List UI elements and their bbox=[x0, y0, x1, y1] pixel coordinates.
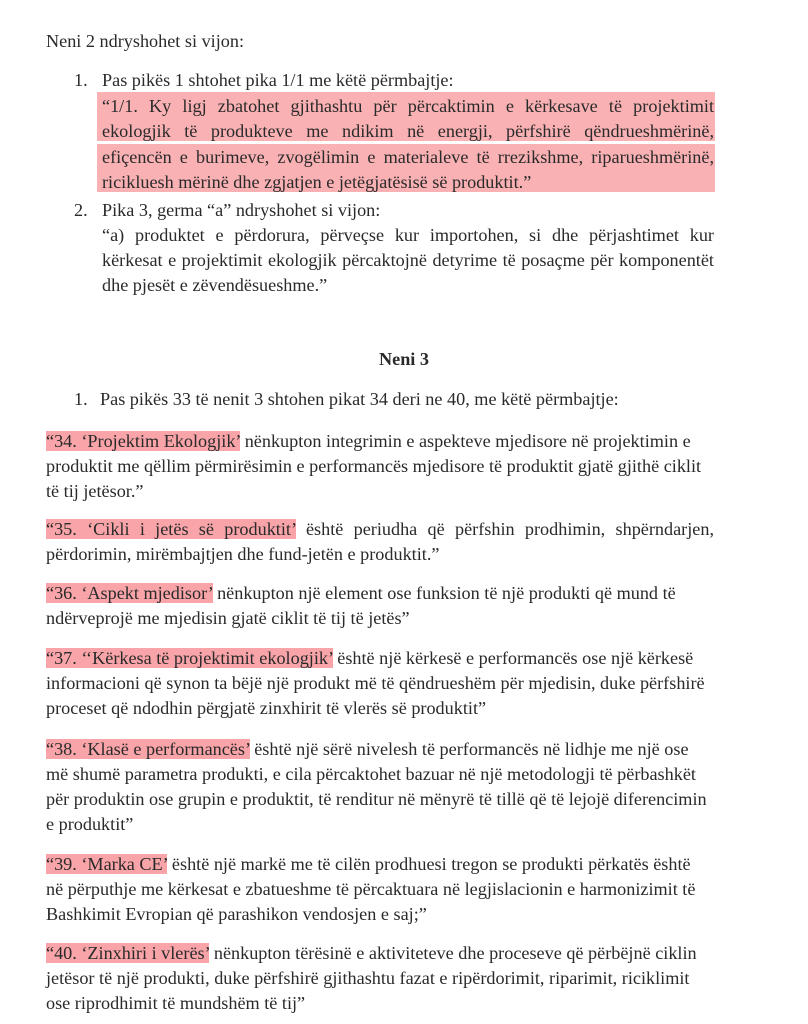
definition-text: informacioni që synon ta bëjë një produkt më të qëndrueshëm për mjedisin, duke përfshirë bbox=[46, 673, 705, 693]
definition-text: në përputhje me kërkesat e zbatueshme të përcaktuara në legjislacionin e harmonizimit të bbox=[46, 879, 696, 899]
definition-text: është periudha që përfshin prodhimin, shpërndarjen, bbox=[295, 519, 714, 539]
definition-text: është një sërë nivelesh të performancës në lidhje me një ose bbox=[249, 739, 689, 759]
definition-text: produktit me qëllim përmirësimin e performancës mjedisore të produktit gjatë gjithë ciklit bbox=[46, 456, 702, 476]
definition-term: “38. ‘Klasë e performancës’ bbox=[46, 739, 250, 759]
definition-39 bbox=[46, 851, 691, 877]
definition-text: është një kërkesë e performancës ose një kërkesë bbox=[332, 648, 694, 668]
quote-line: “1/1. Ky ligj zbatohet gjithashtu për përcaktimin e kërkesave të projektimit bbox=[102, 96, 714, 116]
list-number: 2. bbox=[74, 200, 88, 220]
definition-text: nënkupton integrimin e aspekteve mjedisore në projektimin e bbox=[240, 431, 691, 451]
definition-text: për produktin ose grupin e produktit, të renditur në mënyrë të tillë që të lejojë diferencimin bbox=[46, 789, 707, 809]
definition-text: nënkupton një element ose funksion të një produkti që mund të bbox=[212, 583, 676, 603]
definition-34 bbox=[46, 428, 691, 454]
list-item-lead: Pas pikës 1 shtohet pika 1/1 me këtë përmbajtje: bbox=[102, 70, 454, 90]
definition-term: “40. ‘Zinxhiri i vlerës’ bbox=[46, 943, 210, 963]
definition-35 bbox=[46, 516, 714, 542]
definition-text: ndërveprojë me mjedisin gjatë ciklit të tij të jetës” bbox=[46, 608, 410, 628]
definition-38 bbox=[46, 736, 689, 762]
definition-term: “35. ‘Cikli i jetës së produktit’ bbox=[46, 519, 296, 539]
quote-line: “a) produktet e përdorura, përveçse kur importohen, si dhe përjashtimet kur bbox=[102, 225, 714, 245]
list-number: 1. bbox=[74, 389, 88, 409]
definition-text: ose riprodhimit të mundshëm të tij” bbox=[46, 993, 306, 1013]
definition-term: “37. ‘‘Kërkesa të projektimit ekologjik’ bbox=[46, 648, 333, 668]
list-item-lead: Pas pikës 33 të nenit 3 shtohen pikat 34 deri ne 40, me këtë përmbajtje: bbox=[100, 389, 619, 409]
definition-text: jetësor të një produkti, duke përfshirë gjithashtu fazat e ripërdorimit, riparimit, riciklimit bbox=[46, 968, 690, 988]
quote-line: ekologjik të produkteve me ndikim në energji, përfshirë qëndrueshmërinë, bbox=[102, 121, 714, 141]
definition-36 bbox=[46, 580, 676, 606]
definition-term: “36. ‘Aspekt mjedisor’ bbox=[46, 583, 213, 603]
definition-37 bbox=[46, 645, 693, 671]
definition-text: është një markë me të cilën prodhuesi tregon se produkti përkatës është bbox=[167, 854, 691, 874]
list-number: 1. bbox=[74, 70, 88, 90]
definition-40 bbox=[46, 940, 697, 966]
definition-text: të tij jetësor.” bbox=[46, 481, 144, 501]
quote-line: dhe pjesët e zëvendësueshme.” bbox=[102, 275, 328, 295]
definition-text: e produktit” bbox=[46, 814, 134, 834]
neni2-intro: Neni 2 ndryshohet si vijon: bbox=[46, 31, 245, 51]
list-item-lead: Pika 3, germa “a” ndryshohet si vijon: bbox=[102, 200, 381, 220]
quote-line: ricikluesh mërinë dhe zgjatjen e jetëgjatësisë së produktit.” bbox=[102, 172, 532, 192]
definition-text: përdorimin, mirëmbajtjen dhe fund-jetën e produktit.” bbox=[46, 544, 440, 564]
quote-line: efiçencën e burimeve, zvogëlimin e materialeve të rrezikshme, riparueshmërinë, bbox=[102, 147, 714, 167]
definition-term: “39. ‘Marka CE’ bbox=[46, 854, 168, 874]
definition-text: më shumë parametra produkti, e cila përcaktohet bazuar në një metodologji të përbashkët bbox=[46, 764, 696, 784]
quote-line: kërkesat e projektimit ekologjik përcaktojnë detyrime të posaçme për komponentët bbox=[102, 250, 714, 270]
section-title: Neni 3 bbox=[378, 349, 429, 369]
definition-text: nënkupton tërësinë e aktiviteteve dhe proceseve që përbëjnë ciklin bbox=[209, 943, 697, 963]
definition-text: Bashkimit Evropian që parashikon vendosjen e saj;” bbox=[46, 904, 427, 924]
definition-text: proceset që ndodhin përgjatë zinxhirit të vlerës së produktit” bbox=[46, 698, 487, 718]
definition-term: “34. ‘Projektim Ekologjik’ bbox=[46, 431, 241, 451]
